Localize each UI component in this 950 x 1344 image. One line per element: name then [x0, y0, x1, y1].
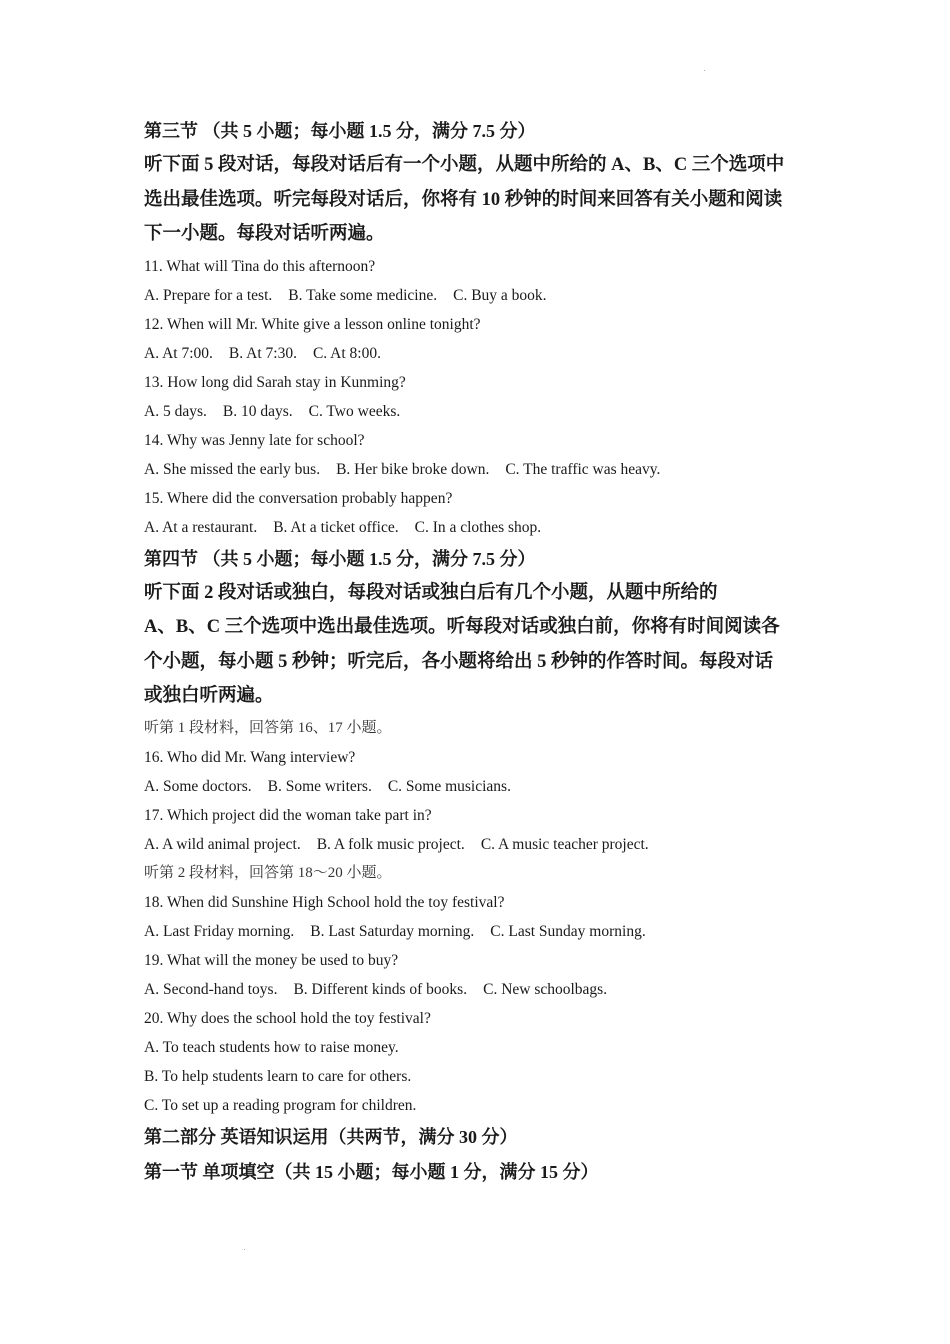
option-c: C. New schoolbags.: [483, 980, 608, 998]
section3-instructions: [144, 148, 814, 252]
instruction-line: 个小题，每小题 5 秒钟；听完后，各小题将给出 5 秒钟的作答时间。每段对话: [144, 651, 774, 672]
option-c: C. In a clothes shop.: [414, 518, 542, 536]
option-b: B. To help students learn to care for others.: [144, 1067, 412, 1085]
section3-heading: 第三节 （共 5 小题；每小题 1.5 分，满分 7.5 分）: [144, 121, 536, 141]
option-b: B. At a ticket office.: [273, 518, 399, 536]
instruction-line: A、B、C 三个选项中选出最佳选项。听每段对话或独白前，你将有时间阅读各: [144, 617, 780, 637]
question-17: 17. Which project did the woman take part in?: [144, 806, 432, 824]
instruction-line: 听下面 2 段对话或独白，每段对话或独白后有几个小题，从题中所给的: [144, 582, 718, 603]
option-c: C. A music teacher project.: [480, 835, 649, 853]
option-c: C. The traffic was heavy.: [505, 460, 661, 478]
option-a: A. She missed the early bus.: [144, 460, 321, 478]
option-a: A. Some doctors.: [144, 777, 252, 795]
section4-heading: 第四节 （共 5 小题；每小题 1.5 分，满分 7.5 分）: [144, 548, 536, 569]
instruction-line: 或独白听两遍。: [144, 686, 274, 706]
options-13: [144, 397, 814, 426]
question-18: 18. When did Sunshine High School hold the toy festival?: [144, 893, 505, 911]
scan-mark: [244, 1249, 245, 1250]
option-b: B. Last Saturday morning.: [310, 922, 475, 940]
question-19: 19. What will the money be used to buy?: [144, 951, 399, 969]
option-b: B. Some writers.: [267, 777, 372, 795]
option-b: B. A folk music project.: [316, 835, 465, 853]
question-13: 13. How long did Sarah stay in Kunming?: [144, 373, 406, 391]
option-b: B. Different kinds of books.: [293, 980, 468, 998]
option-b: B. At 7:30.: [228, 344, 297, 362]
option-a: A. At 7:00.: [144, 344, 213, 362]
option-c: C. Two weeks.: [308, 402, 401, 420]
option-a: A. Last Friday morning.: [144, 922, 295, 940]
options-15: [144, 513, 814, 542]
material-1-note: 听第 1 段材料，回答第 16、17 小题。: [144, 719, 392, 736]
options-19: [144, 975, 814, 1004]
option-a: A. At a restaurant.: [144, 518, 258, 536]
question-20: 20. Why does the school hold the toy festival?: [144, 1009, 431, 1027]
options-17: [144, 830, 814, 859]
instruction-line: 下一小题。每段对话听两遍。: [144, 224, 385, 244]
question-12: 12. When will Mr. White give a lesson online tonight?: [144, 315, 481, 333]
option-a: A. A wild animal project.: [144, 835, 301, 853]
option-b: B. Her bike broke down.: [336, 460, 490, 478]
scan-mark: [704, 70, 705, 71]
part2-heading: 第二部分 英语知识运用（共两节，满分 30 分）: [144, 1126, 518, 1147]
question-15: 15. Where did the conversation probably happen?: [144, 489, 453, 507]
section4-instructions: [144, 576, 814, 714]
options-11: [144, 281, 814, 310]
option-a: A. 5 days.: [144, 402, 207, 420]
exam-page: [144, 114, 814, 1190]
question-14: 14. Why was Jenny late for school?: [144, 431, 365, 449]
option-a: A. To teach students how to raise money.: [144, 1038, 399, 1056]
option-b: B. 10 days.: [222, 402, 293, 420]
option-c: C. Last Sunday morning.: [490, 922, 646, 940]
option-a: A. Prepare for a test.: [144, 286, 273, 304]
option-a: A. Second-hand toys.: [144, 980, 278, 998]
options-14: [144, 455, 814, 484]
option-c: C. To set up a reading program for children.: [144, 1096, 417, 1114]
option-c: C. Some musicians.: [387, 777, 511, 795]
options-12: [144, 339, 814, 368]
option-c: C. At 8:00.: [312, 344, 381, 362]
options-18: [144, 917, 814, 946]
option-c: C. Buy a book.: [453, 286, 547, 304]
option-b: B. Take some medicine.: [288, 286, 438, 304]
instruction-line: 听下面 5 段对话，每段对话后有一个小题，从题中所给的 A、B、C 三个选项中: [144, 155, 785, 175]
question-16: 16. Who did Mr. Wang interview?: [144, 748, 356, 766]
options-16: [144, 772, 814, 801]
instruction-line: 选出最佳选项。听完每段对话后，你将有 10 秒钟的时间来回答有关小题和阅读: [144, 189, 783, 210]
part2-section1-heading: 第一节 单项填空（共 15 小题；每小题 1 分，满分 15 分）: [144, 1161, 599, 1182]
question-11: 11. What will Tina do this afternoon?: [144, 257, 376, 275]
material-2-note: 听第 2 段材料，回答第 18～20 小题。: [144, 864, 392, 881]
